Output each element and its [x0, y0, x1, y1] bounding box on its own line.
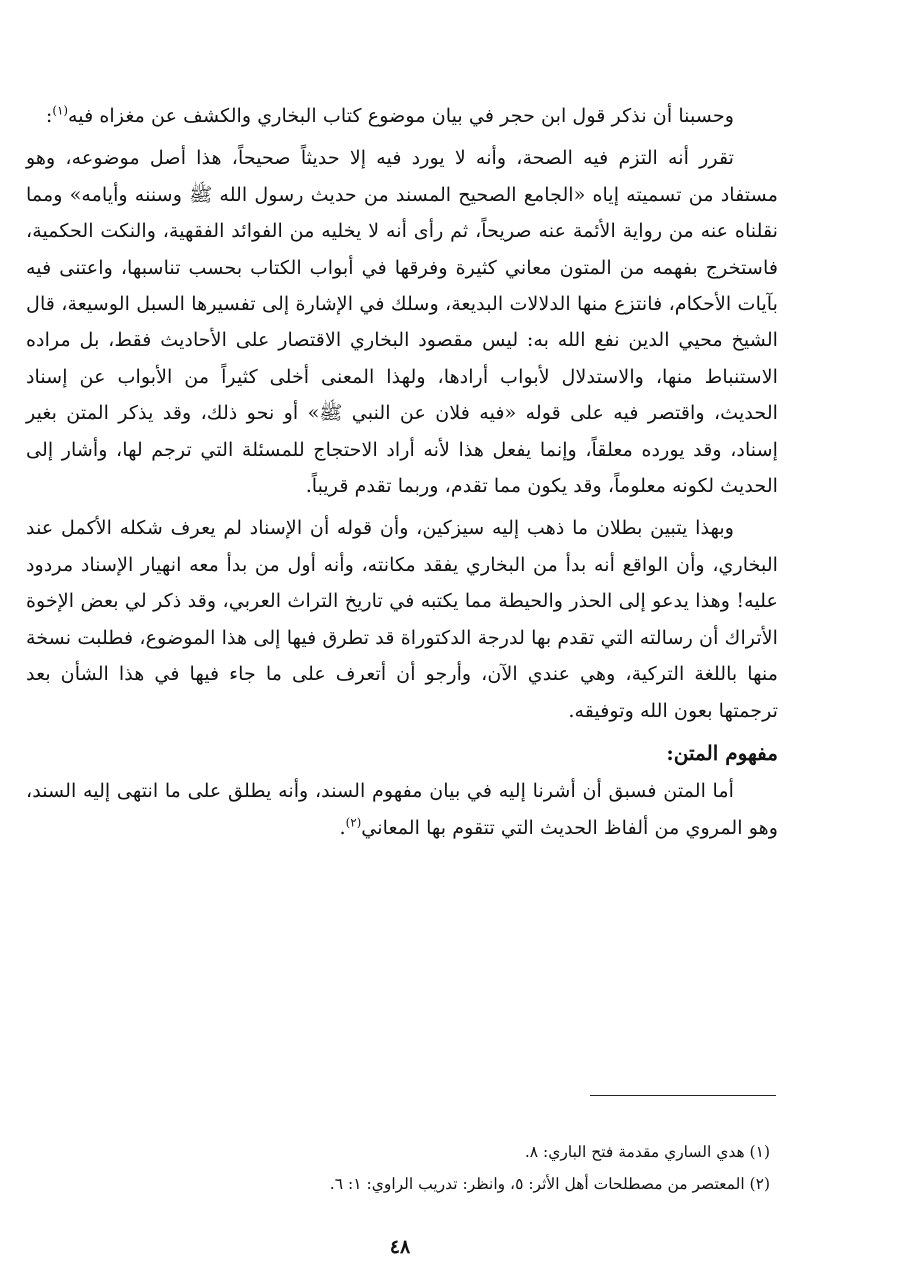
footnote-reference: (١)	[52, 103, 69, 118]
paragraph-punctuation: .	[339, 815, 346, 839]
footnotes	[100, 1136, 770, 1200]
paragraph-text: تقرر أنه التزم فيه الصحة، وأنه لا يورد فيه إلا حديثاً صحيحاً، هذا أصل موضوعه، وهو مستفاد من تسميته إياه «الجامع الصحيح المسند من حديث رسول الله ﷺ وسننه وأيامه» ومما نقلناه عنه من رواية الأئمة عنه صريحاً، ثم رأى أنه لا يخليه من الفوائد الفقهية، والنكت الحكمية، فاستخرج بفهمه من المتون معاني كثيرة وفرقها في أبواب الكتاب بحسب تناسبها، واعتنى فيه بآيات الأحكام، فانتزع منها الدلالات البديعة، وسلك في الإشارة إلى تفسيرها السبل الوسيعة، قال الشيخ محيي الدين نفع الله به: ليس مقصود البخاري الاقتصار على الأحاديث فقط، بل مراده الاستنباط منها، والاستدلال لأبواب أرادها، ولهذا المعنى أخلى كثيراً من الأبواب عن إسناد الحديث، واقتصر فيه على قوله «فيه فلان عن النبي ﷺ» أو نحو ذلك، وقد يذكر المتن بغير إسناد، وقد يورده معلقاً، وإنما يفعل هذا لأنه أراد الاحتجاج للمسئلة التي ترجم لها، وأشار إلى الحديث لكونه معلوماً، وقد يكون مما تقدم، وربما تقدم قريباً.	[26, 146, 778, 498]
paragraph-text: أما المتن فسبق أن أشرنا إليه في بيان مفهوم السند، وأنه يطلق على ما انتهى إليه السند، وهو المروي من ألفاظ الحديث التي تتقوم بها المعاني	[26, 779, 778, 839]
section-heading: مفهوم المتن:	[666, 740, 778, 765]
paragraph-intro	[26, 98, 778, 134]
footnote-2: (٢) المعتصر من مصطلحات أهل الأثر: ٥، وانظر: تدريب الراوي: ١: ٦.	[329, 1175, 770, 1193]
paragraph-punctuation: :	[45, 104, 53, 127]
footnote-reference: (٢)	[345, 815, 362, 830]
paragraph-quotation	[26, 140, 778, 504]
paragraph-text: وحسبنا أن نذكر قول ابن حجر في بيان موضوع كتاب البخاري والكشف عن مغزاه فيه	[68, 104, 734, 127]
main-text	[26, 98, 778, 852]
footnote-1: (١) هدي الساري مقدمة فتح الباري: ٨.	[524, 1143, 770, 1161]
paragraph-text: وبهذا يتبين بطلان ما ذهب إليه سيزكين، وأن قوله أن الإسناد لم يعرف شكله الأكمل عند البخاري، وأن الواقع أنه بدأ من البخاري يفقد مكانته، وأنه أول من بدأ معه انهيار الإسناد مردود عليه! وهذا يدعو إلى الحذر والحيطة مما يكتبه في تاريخ التراث العربي، وقد ذكر لي بعض الإخوة الأتراك أن رسالته التي تقدم بها لدرجة الدكتوراة قد تطرق فيها إلى هذا الموضوع، فطلبت نسخة منها باللغة التركية، وهي عندي الآن، وأرجو أن أتعرف على ما جاء فيها في هذا الشأن بعد ترجمتها بعون الله وتوفيقه.	[26, 516, 778, 722]
paragraph-commentary	[26, 510, 778, 728]
page-number: ٤٨	[389, 1236, 411, 1258]
paragraph-matn-definition	[26, 773, 778, 846]
footnote-divider	[590, 1095, 776, 1096]
